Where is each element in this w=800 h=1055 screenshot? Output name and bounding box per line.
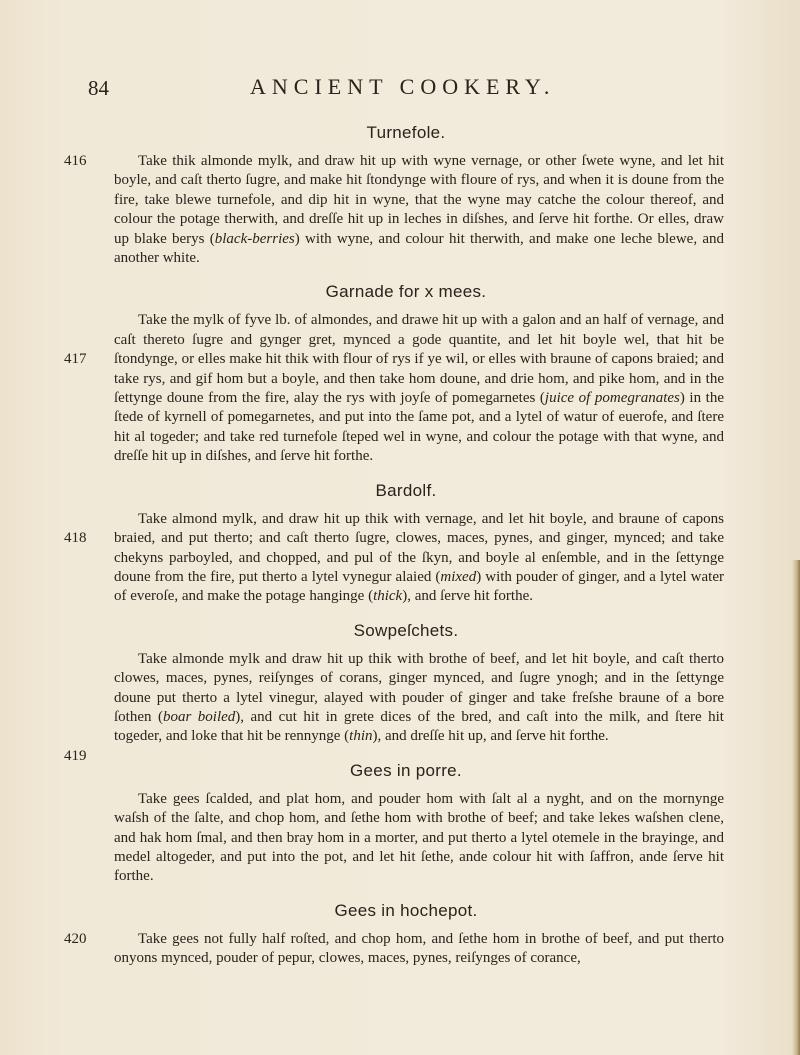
gloss: thick: [373, 588, 403, 605]
recipe-title: Sowpeſchets.: [353, 620, 459, 640]
margin-number: 419: [64, 747, 87, 764]
gloss: mixed: [440, 568, 477, 585]
recipe-gees-in-hochepot: [64, 900, 724, 969]
gloss: black-berries: [214, 230, 295, 247]
recipe-text: 418 Take almond mylk, and draw hit up thik with vernage, and let hit boyle, and braune of capons braied, and put therto; and caſt therto ſugre, clowes, maces, pynes, and ginger, mynced; and take chekyns parboyled, and chopped, and pul of the ſkyn, and boyle al enſemble, and in the ſettynge doune from the fire, put therto a lytel vynegur alaied (mixed) with pouder of ginger, and a lytel water of everoſe, and make the potage hanginge (thick), and ſerve hit forthe.: [64, 510, 724, 605]
recipe-text: Take gees ſcalded, and plat hom, and pouder hom with ſalt al a nyght, and on the mornynge waſsh of the ſalte, and chop hom, and ſethe hom with brothe of beef; and take lekes waſshen clene, and hak hom ſmal, and then bray hom in a morter, and put therto a lytel otemele in the brayinge, and medel altogeder, and put into the pot, and let hit ſethe, ande colour hit with ſaffron, ande ſerve hit forthe.: [114, 790, 724, 885]
page-number: 84: [88, 76, 109, 100]
recipe-garnade: [64, 281, 724, 466]
recipe-text: 419 Take almonde mylk and draw hit up thik with brothe of beef, and let hit boyle, and caſt therto clowes, maces, pynes, reiſynges of corans, ginger mynced, and ſugre ynogh; and in the ſettynge doune put therto a lytel vinegur, alayed with pouder of ginger and take freſshe braune of a bore ſothen (boar boiled), and cut hit in grete dices of the bred, and caſt into the milk, and ſtere hit togeder, and loke that hit be rennynge (thin), and dreſſe hit up, and ſerve hit forthe.: [88, 650, 724, 747]
recipe-turnefole: [64, 122, 725, 268]
recipe-title: Garnade for x mees.: [325, 282, 487, 302]
recipe-title: Gees in porre.: [350, 760, 462, 780]
recipe-title: Gees in hochepot.: [334, 900, 478, 920]
recipe-title: Bardolf.: [375, 480, 437, 500]
recipe-sowpeschets: [64, 620, 724, 764]
gloss: juice of pomegranates: [544, 390, 680, 407]
recipe-bardolf: [64, 480, 724, 607]
page-body: [64, 122, 725, 969]
recipe-text: 416 Take thik almonde mylk, and draw hit up with wyne vernage, or other ſwete wyne, and let hit boyle, and caſt therto ſugre, and make hit ſtondynge with floure of rys, and when it is doune from the fire, take blewe turnefole, and dip hit in wyne, that the wyne may catche the colour thereof, and colour the potage therwith, and dreſſe hit up in leches in diſshes, and ſerve hit forthe. Or elles, draw up blake berys (black-berries) with wyne, and colour hit therwith, and make one leche blewe, and another white.: [64, 153, 725, 267]
gloss: thin: [349, 728, 373, 745]
margin-number: 420: [64, 930, 87, 947]
recipe-text: 420 Take gees not fully half roſted, and chop hom, and ſethe hom in brothe of beef, and put therto onyons mynced, pouder of pepur, clowes, maces, pynes, reiſynges of corance,: [64, 930, 724, 967]
gloss: boar boiled: [162, 708, 236, 725]
recipe-title: Turnefole.: [366, 123, 446, 142]
page-header: [88, 74, 728, 104]
margin-number: 417: [64, 351, 87, 368]
margin-number: 416: [64, 153, 87, 169]
recipe-gees-in-porre: [88, 760, 724, 887]
recipe-text: 417 Take the mylk of fyve lb. of almondes, and drawe hit up with a galon and an half of vernage, and caſt thereto ſugre and gynger gret, mynced a gode quantite, and let hit boyle wel, that hit be ſtondynge, or elles make hit thik with flour of rys if ye wil, or elles with braune of capons braied; and take rys, and gif hom but a boyle, and then take hom doune, and drie hom, and pike hom, and in the ſettynge doune from the fire, alay the rys with joyſe of pomegarnetes (juice of pomegranates) in the ſtede of kyrnell of pomegarnetes, and put into the ſame pot, and a lytel of watur of euerofe, and ſtere hit al togeder; and take red turnefole ſteped wel in wyne, and colour the potage with that wyne, and dreſſe hit up in diſshes, and ſerve hit forthe.: [64, 312, 724, 465]
running-title: ANCIENT COOKERY.: [250, 74, 556, 99]
margin-number: 418: [64, 530, 87, 547]
page-edge-shadow: [792, 560, 800, 1055]
